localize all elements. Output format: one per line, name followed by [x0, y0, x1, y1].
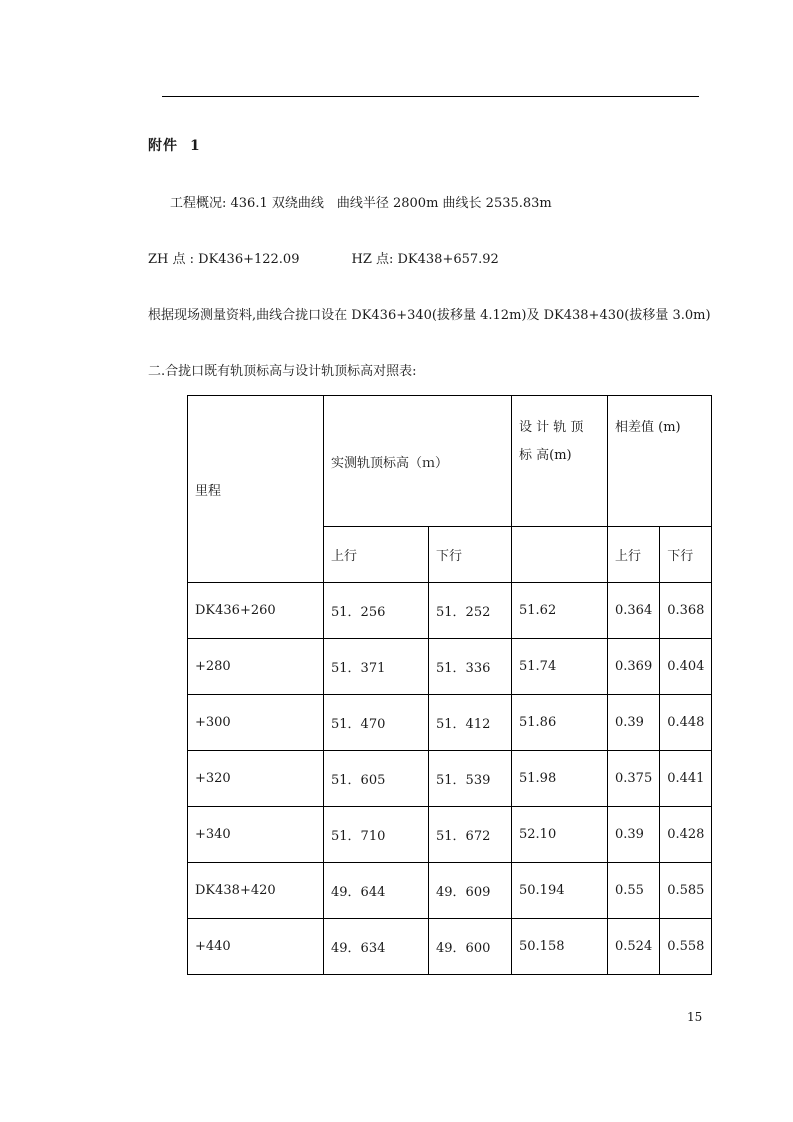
header-difference: 相差值 (m): [608, 396, 712, 527]
cell-up: 49．634: [324, 919, 429, 975]
header-design: 设 计 轨 顶 标 高(m): [512, 396, 608, 527]
cell-design: 51.86: [512, 695, 608, 751]
cell-design: 50.158: [512, 919, 608, 975]
cell-diff-down: 0.428: [660, 807, 712, 863]
attachment-heading: [148, 135, 201, 155]
subheader-diff-up: 上行: [608, 527, 660, 583]
header-mileage: 里程: [188, 396, 324, 583]
header-measured: 实测轨顶标高（ｍ）: [324, 396, 512, 527]
table-row: [188, 751, 712, 807]
cell-diff-up: 0.524: [608, 919, 660, 975]
cell-down: 51．336: [429, 639, 512, 695]
cell-diff-up: 0.39: [608, 807, 660, 863]
cell-mileage: +320: [188, 751, 324, 807]
cell-diff-up: 0.364: [608, 583, 660, 639]
cell-diff-down: 0.585: [660, 863, 712, 919]
cell-up: 51．605: [324, 751, 429, 807]
attachment-number: 1: [190, 138, 201, 154]
cell-diff-down: 0.404: [660, 639, 712, 695]
cell-design: 51.62: [512, 583, 608, 639]
table-row: [188, 919, 712, 975]
header-rule: [162, 96, 699, 97]
cell-mileage: +340: [188, 807, 324, 863]
subheader-up: 上行: [324, 527, 429, 583]
cell-up: 49．644: [324, 863, 429, 919]
hz-point: HZ 点: DK438+657.92: [351, 252, 499, 267]
cell-mileage: +440: [188, 919, 324, 975]
table-row: [188, 807, 712, 863]
cell-down: 51．252: [429, 583, 512, 639]
cell-diff-up: 0.55: [608, 863, 660, 919]
cell-down: 49．600: [429, 919, 512, 975]
table-row: [188, 639, 712, 695]
subheader-empty: [512, 527, 608, 583]
cell-mileage: +280: [188, 639, 324, 695]
cell-down: 49．609: [429, 863, 512, 919]
page-number: 15: [687, 1010, 703, 1024]
cell-down: 51．672: [429, 807, 512, 863]
subheader-down: 下行: [429, 527, 512, 583]
header-row: [188, 396, 712, 527]
cell-design: 51.74: [512, 639, 608, 695]
table-row: [188, 695, 712, 751]
cell-diff-down: 0.368: [660, 583, 712, 639]
cell-design: 50.194: [512, 863, 608, 919]
cell-diff-up: 0.39: [608, 695, 660, 751]
cell-design: 52.10: [512, 807, 608, 863]
cell-down: 51．539: [429, 751, 512, 807]
cell-up: 51．470: [324, 695, 429, 751]
table-row: [188, 863, 712, 919]
cell-up: 51．256: [324, 583, 429, 639]
project-overview: 工程概况: 436.1 双绕曲线 曲线半径 2800m 曲线长 2535.83m: [170, 196, 552, 211]
cell-up: 51．371: [324, 639, 429, 695]
attachment-label: 附件: [148, 138, 178, 154]
cell-diff-down: 0.448: [660, 695, 712, 751]
cell-down: 51．412: [429, 695, 512, 751]
zh-point: ZH 点 : DK436+122.09: [148, 252, 300, 267]
table-row: [188, 583, 712, 639]
cell-mileage: +300: [188, 695, 324, 751]
cell-mileage: DK438+420: [188, 863, 324, 919]
cell-diff-up: 0.369: [608, 639, 660, 695]
cell-design: 51.98: [512, 751, 608, 807]
subheader-diff-down: 下行: [660, 527, 712, 583]
survey-note: 根据现场测量资料,曲线合拢口设在 DK436+340(拔移量 4.12m)及 DK438+430(拔移量 3.0m): [148, 308, 711, 323]
cell-mileage: DK436+260: [188, 583, 324, 639]
cell-diff-up: 0.375: [608, 751, 660, 807]
cell-up: 51．710: [324, 807, 429, 863]
cell-diff-down: 0.558: [660, 919, 712, 975]
curve-points: [148, 248, 499, 267]
cell-diff-down: 0.441: [660, 751, 712, 807]
table-caption: 二.合拢口既有轨顶标高与设计轨顶标高对照表:: [148, 364, 417, 379]
elevation-table: [187, 395, 712, 975]
